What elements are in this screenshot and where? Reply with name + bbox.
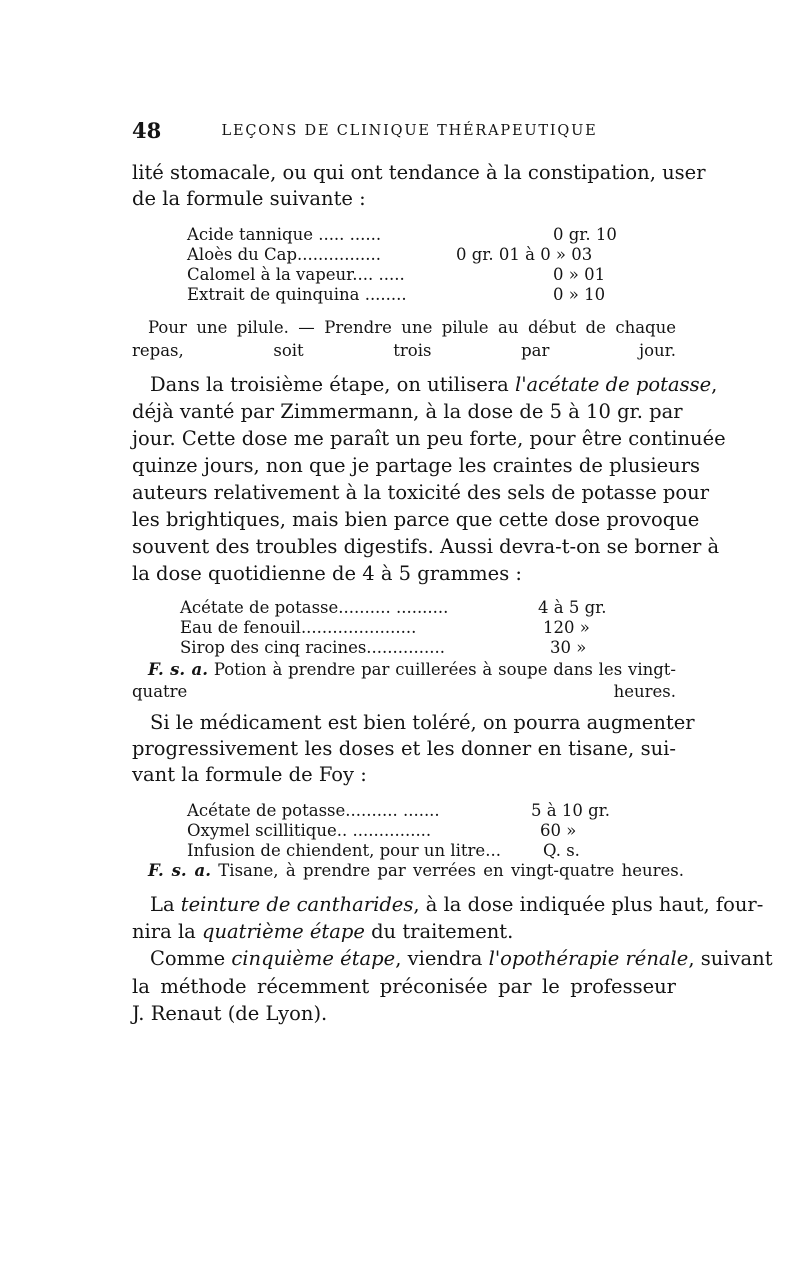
formula-row	[180, 597, 640, 618]
formula-instructions: repas, soit trois par jour.	[132, 341, 676, 360]
ingredient-quantity: 4 à 5 gr.	[538, 598, 607, 617]
text-line: la dose quotidienne de 4 à 5 grammes :	[132, 562, 522, 585]
text-line: nira la quatrième étape du traitement.	[132, 920, 514, 943]
ingredient-name: Acétate de potasse.......... .......	[187, 801, 440, 820]
ingredient-name: Sirop des cinq racines...............	[180, 638, 445, 657]
formula-row	[180, 617, 640, 638]
ingredient-name: Acide tannique ..... ......	[187, 225, 382, 244]
text-line: déjà vanté par Zimmermann, à la dose de 5 à 10 gr. par	[132, 400, 683, 423]
text-line: souvent des troubles digestifs. Aussi devra-t-on se borner à	[132, 535, 720, 558]
ingredient-quantity: 120 »	[543, 618, 590, 637]
ingredient-name: Oxymel scillitique.. ...............	[187, 821, 432, 840]
formula-row	[187, 840, 637, 861]
running-title: LEÇONS DE CLINIQUE THÉRAPEUTIQUE	[221, 123, 598, 139]
formula-abbreviation: F. s. a.	[148, 660, 208, 679]
italic-term: l'opothérapie rénale	[488, 947, 689, 970]
ingredient-name: Calomel à la vapeur.... .....	[187, 265, 405, 284]
italic-term: quatrième étape	[202, 920, 365, 943]
text-line: quinze jours, non que je partage les craintes de plusieurs	[132, 454, 701, 477]
ingredient-name: Extrait de quinquina ........	[187, 285, 407, 304]
formula-instructions: quatre heures.	[132, 682, 676, 701]
formula-instructions: F. s. a. Potion à prendre par cuillerées à soupe dans les vingt-	[148, 660, 676, 679]
running-header	[132, 118, 687, 146]
text-line: Si le médicament est bien toléré, on pourra augmenter	[150, 711, 695, 734]
formula-row	[187, 224, 627, 245]
formula-row	[187, 244, 627, 265]
formula-row	[187, 264, 627, 285]
text-line: vant la formule de Foy :	[132, 763, 367, 786]
formula-row	[187, 820, 637, 841]
ingredient-quantity: 5 à 10 gr.	[531, 801, 610, 820]
ingredient-quantity: 0 gr. 01 à 0 » 03	[456, 245, 593, 264]
ingredient-quantity: Q. s.	[543, 841, 580, 860]
text-line: lité stomacale, ou qui ont tendance à la constipation, user	[132, 161, 706, 184]
formula-row	[187, 800, 637, 821]
formula-instructions: Pour une pilule. — Prendre une pilule au début de chaque	[148, 318, 676, 337]
formula-row	[187, 284, 627, 305]
formula-row	[180, 637, 640, 658]
ingredient-quantity: 30 »	[550, 638, 587, 657]
ingredient-quantity: 0 » 10	[553, 285, 606, 304]
text-line: progressivement les doses et les donner en tisane, sui-	[132, 737, 676, 760]
text-line: les brightiques, mais bien parce que cette dose provoque	[132, 508, 700, 531]
italic-term: cinquième étape	[231, 947, 396, 970]
ingredient-name: Eau de fenouil......................	[180, 618, 417, 637]
formula-instructions: F. s. a. Tisane, à prendre par verrées en vingt-quatre heures.	[148, 861, 684, 880]
page-number: 48	[132, 118, 162, 143]
text-line: J. Renaut (de Lyon).	[132, 1002, 328, 1025]
ingredient-name: Infusion de chiendent, pour un litre...	[187, 841, 501, 860]
text-line: jour. Cette dose me paraît un peu forte, pour être continuée	[132, 427, 726, 450]
ingredient-name: Acétate de potasse.......... ..........	[180, 598, 449, 617]
ingredient-quantity: 0 gr. 10	[553, 225, 617, 244]
text-line: Dans la troisième étape, on utilisera l'acétate de potasse,	[150, 373, 718, 396]
ingredient-quantity: 0 » 01	[553, 265, 606, 284]
text-line: la méthode récemment préconisée par le professeur	[132, 975, 676, 998]
text-line: Comme cinquième étape, viendra l'opothérapie rénale, suivant	[150, 947, 773, 970]
italic-term: l'acétate de potasse	[514, 373, 712, 396]
ingredient-quantity: 60 »	[540, 821, 577, 840]
text-line: auteurs relativement à la toxicité des sels de potasse pour	[132, 481, 710, 504]
text-line: La teinture de cantharides, à la dose indiquée plus haut, four-	[150, 893, 764, 916]
italic-term: teinture de cantharides	[180, 893, 414, 916]
ingredient-name: Aloès du Cap................	[187, 245, 381, 264]
text-line: de la formule suivante :	[132, 187, 366, 210]
formula-abbreviation: F. s. a.	[148, 861, 211, 880]
